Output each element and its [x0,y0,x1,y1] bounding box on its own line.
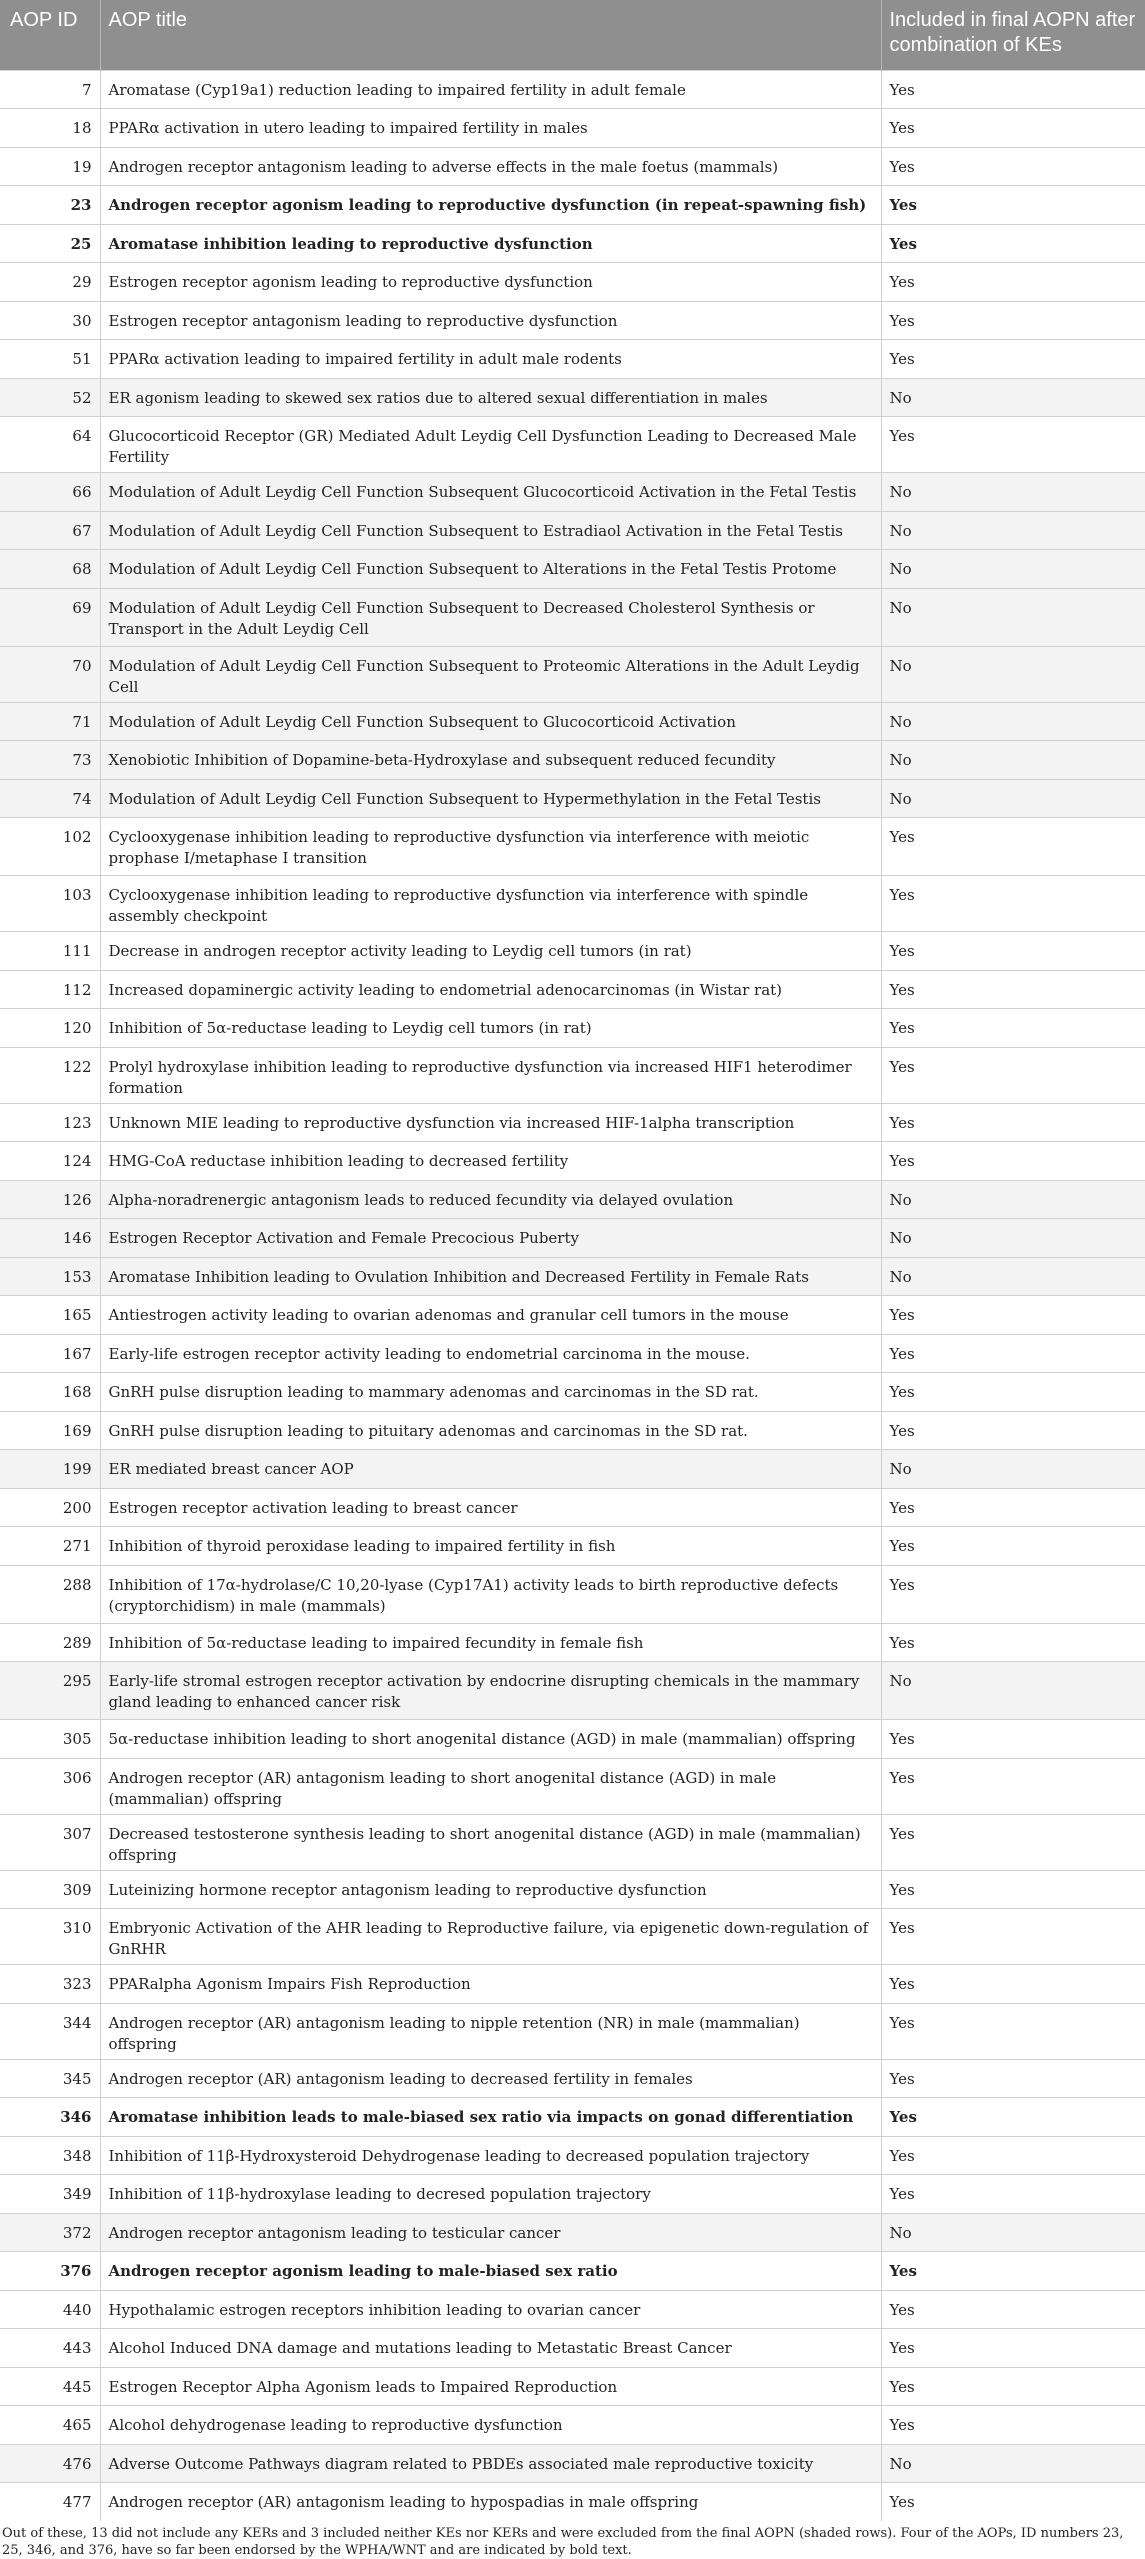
included-cell: Yes [881,2406,1145,2445]
included-cell: Yes [881,1047,1145,1103]
included-cell: Yes [881,263,1145,302]
table-row [0,70,1145,109]
aop-id-cell: 443 [0,2329,100,2368]
aop-title-cell: Estrogen receptor agonism leading to reproductive dysfunction [100,263,881,302]
aop-id-cell: 445 [0,2367,100,2406]
table-row [0,1103,1145,1142]
table-row [0,186,1145,225]
table-row [0,1527,1145,1566]
included-cell: No [881,1662,1145,1720]
aop-id-cell: 165 [0,1296,100,1335]
aop-title-cell: Cyclooxygenase inhibition leading to reproductive dysfunction via interference with meiotic prophase I/metaphase I transition [100,818,881,876]
included-cell: Yes [881,1334,1145,1373]
included-cell: Yes [881,970,1145,1009]
aop-title-cell: Modulation of Adult Leydig Cell Function Subsequent to Glucocorticoid Activation [100,702,881,741]
table-row [0,1450,1145,1489]
included-cell: Yes [881,1814,1145,1870]
aop-id-cell: 103 [0,876,100,932]
aop-id-cell: 307 [0,1814,100,1870]
aop-title-cell: Modulation of Adult Leydig Cell Function Subsequent Glucocorticoid Activation in the Fetal Testis [100,473,881,512]
aop-title-cell: Prolyl hydroxylase inhibition leading to reproductive dysfunction via increased HIF1 heterodimer formation [100,1047,881,1103]
included-cell: Yes [881,2483,1145,2522]
aop-title-cell: Alcohol dehydrogenase leading to reproductive dysfunction [100,2406,881,2445]
table-row [0,2098,1145,2137]
included-cell: Yes [881,70,1145,109]
aop-title-cell: Modulation of Adult Leydig Cell Function Subsequent to Hypermethylation in the Fetal Testis [100,779,881,818]
table-row [0,340,1145,379]
aop-id-cell: 111 [0,932,100,971]
table-row [0,2483,1145,2522]
table-row [0,1180,1145,1219]
aop-title-cell: Aromatase inhibition leads to male-biased sex ratio via impacts on gonad differentiation [100,2098,881,2137]
aop-title-cell: Luteinizing hormone receptor antagonism leading to reproductive dysfunction [100,1870,881,1909]
aop-title-cell: Alcohol Induced DNA damage and mutations leading to Metastatic Breast Cancer [100,2329,881,2368]
table-row [0,970,1145,1009]
aop-id-cell: 122 [0,1047,100,1103]
aop-id-cell: 29 [0,263,100,302]
included-cell: Yes [881,876,1145,932]
aop-title-cell: Inhibition of 11β-Hydroxysteroid Dehydrogenase leading to decreased population trajectory [100,2136,881,2175]
included-cell: No [881,741,1145,780]
included-cell: Yes [881,2252,1145,2291]
aop-title-cell: PPARalpha Agonism Impairs Fish Reproduction [100,1965,881,2004]
included-cell: Yes [881,1623,1145,1662]
aop-title-cell: Unknown MIE leading to reproductive dysfunction via increased HIF-1alpha transcription [100,1103,881,1142]
aop-id-cell: 69 [0,588,100,646]
aop-id-cell: 323 [0,1965,100,2004]
table-row [0,301,1145,340]
included-cell: Yes [881,1009,1145,1048]
table-row [0,1047,1145,1103]
aop-id-cell: 153 [0,1257,100,1296]
aop-id-cell: 345 [0,2059,100,2098]
table-row [0,741,1145,780]
table-row [0,1488,1145,1527]
aop-title-cell: ER agonism leading to skewed sex ratios due to altered sexual differentiation in males [100,378,881,417]
table-row [0,1257,1145,1296]
table-row [0,1334,1145,1373]
aop-title-cell: Androgen receptor (AR) antagonism leading to hypospadias in male offspring [100,2483,881,2522]
aop-title-cell: Inhibition of 5α-reductase leading to Leydig cell tumors (in rat) [100,1009,881,1048]
included-cell: No [881,2213,1145,2252]
aop-id-cell: 18 [0,109,100,148]
table-row [0,1142,1145,1181]
table-body [0,70,1145,2521]
aop-title-cell: Modulation of Adult Leydig Cell Function Subsequent to Proteomic Alterations in the Adult Leydig Cell [100,646,881,702]
aop-title-cell: Aromatase (Cyp19a1) reduction leading to impaired fertility in adult female [100,70,881,109]
aop-title-cell: Androgen receptor agonism leading to reproductive dysfunction (in repeat-spawning fish) [100,186,881,225]
aop-title-cell: Early-life stromal estrogen receptor activation by endocrine disrupting chemicals in the mammary gland leading to enhanced cancer risk [100,1662,881,1720]
included-cell: Yes [881,1373,1145,1412]
aop-id-cell: 306 [0,1758,100,1814]
aop-id-cell: 271 [0,1527,100,1566]
table-row [0,1296,1145,1335]
included-cell: No [881,378,1145,417]
included-cell: Yes [881,1411,1145,1450]
aop-title-cell: Modulation of Adult Leydig Cell Function Subsequent to Estradiaol Activation in the Fetal Testis [100,511,881,550]
table-row [0,1009,1145,1048]
table-row [0,1909,1145,1965]
included-cell: Yes [881,109,1145,148]
included-cell: Yes [881,2059,1145,2098]
table-row [0,417,1145,473]
aop-id-cell: 477 [0,2483,100,2522]
aop-title-cell: Embryonic Activation of the AHR leading to Reproductive failure, via epigenetic down-regulation of GnRHR [100,1909,881,1965]
table-row [0,109,1145,148]
aop-title-cell: PPARα activation leading to impaired fertility in adult male rodents [100,340,881,379]
table-row [0,473,1145,512]
aop-title-cell: Inhibition of 11β-hydroxylase leading to decresed population trajectory [100,2175,881,2214]
included-cell: Yes [881,932,1145,971]
included-cell: No [881,588,1145,646]
aop-id-cell: 19 [0,147,100,186]
included-cell: Yes [881,417,1145,473]
table-row [0,932,1145,971]
aop-id-cell: 112 [0,970,100,1009]
table-row [0,646,1145,702]
table-row [0,876,1145,932]
aop-id-cell: 465 [0,2406,100,2445]
aop-id-cell: 349 [0,2175,100,2214]
aop-title-cell: GnRH pulse disruption leading to mammary adenomas and carcinomas in the SD rat. [100,1373,881,1412]
aop-title-cell: Modulation of Adult Leydig Cell Function Subsequent to Alterations in the Fetal Testis Protome [100,550,881,589]
table-row [0,2290,1145,2329]
aop-title-cell: Antiestrogen activity leading to ovarian adenomas and granular cell tumors in the mouse [100,1296,881,1335]
aop-title-cell: Hypothalamic estrogen receptors inhibition leading to ovarian cancer [100,2290,881,2329]
aop-id-cell: 74 [0,779,100,818]
aop-title-cell: Decreased testosterone synthesis leading to short anogenital distance (AGD) in male (mammalian) offspring [100,1814,881,1870]
included-cell: No [881,779,1145,818]
aop-title-cell: Androgen receptor antagonism leading to testicular cancer [100,2213,881,2252]
table-row [0,1219,1145,1258]
table-header-row [0,0,1145,70]
aop-id-cell: 51 [0,340,100,379]
aop-id-cell: 295 [0,1662,100,1720]
aop-title-cell: Early-life estrogen receptor activity leading to endometrial carcinoma in the mouse. [100,1334,881,1373]
aop-id-cell: 289 [0,1623,100,1662]
table-row [0,702,1145,741]
included-cell: No [881,1219,1145,1258]
included-cell: Yes [881,2098,1145,2137]
aop-id-cell: 71 [0,702,100,741]
included-cell: No [881,473,1145,512]
included-cell: Yes [881,2367,1145,2406]
aop-title-cell: Androgen receptor (AR) antagonism leading to decreased fertility in females [100,2059,881,2098]
aop-id-cell: 310 [0,1909,100,1965]
included-cell: No [881,702,1145,741]
included-cell: Yes [881,1758,1145,1814]
included-cell: Yes [881,147,1145,186]
included-cell: Yes [881,1527,1145,1566]
aop-id-cell: 123 [0,1103,100,1142]
included-cell: No [881,550,1145,589]
included-cell: Yes [881,818,1145,876]
table-row [0,2329,1145,2368]
included-cell: Yes [881,1965,1145,2004]
table-row [0,1720,1145,1759]
included-cell: No [881,2444,1145,2483]
included-cell: Yes [881,1296,1145,1335]
aop-title-cell: ER mediated breast cancer AOP [100,1450,881,1489]
table-row [0,2059,1145,2098]
aop-title-cell: Aromatase Inhibition leading to Ovulation Inhibition and Decreased Fertility in Female Rats [100,1257,881,1296]
aop-id-cell: 30 [0,301,100,340]
aop-title-cell: Estrogen receptor antagonism leading to reproductive dysfunction [100,301,881,340]
aop-id-cell: 120 [0,1009,100,1048]
included-cell: Yes [881,1142,1145,1181]
aop-id-cell: 372 [0,2213,100,2252]
aop-id-cell: 169 [0,1411,100,1450]
aop-id-cell: 346 [0,2098,100,2137]
table-row [0,2175,1145,2214]
aop-id-cell: 25 [0,224,100,263]
aop-title-cell: Estrogen Receptor Alpha Agonism leads to Impaired Reproduction [100,2367,881,2406]
aop-id-cell: 124 [0,1142,100,1181]
aop-title-cell: Adverse Outcome Pathways diagram related to PBDEs associated male reproductive toxicity [100,2444,881,2483]
aop-id-cell: 476 [0,2444,100,2483]
aop-id-cell: 440 [0,2290,100,2329]
aop-id-cell: 167 [0,1334,100,1373]
table-row [0,511,1145,550]
included-cell: Yes [881,186,1145,225]
aop-title-cell: Androgen receptor (AR) antagonism leading to nipple retention (NR) in male (mammalian) offspring [100,2003,881,2059]
aop-title-cell: Xenobiotic Inhibition of Dopamine-beta-Hydroxylase and subsequent reduced fecundity [100,741,881,780]
table-row [0,2406,1145,2445]
included-cell: No [881,1257,1145,1296]
aop-id-cell: 348 [0,2136,100,2175]
aop-title-cell: Estrogen receptor activation leading to breast cancer [100,1488,881,1527]
table-row [0,1373,1145,1412]
included-cell: Yes [881,1565,1145,1623]
aop-title-cell: GnRH pulse disruption leading to pituitary adenomas and carcinomas in the SD rat. [100,1411,881,1450]
aop-id-cell: 68 [0,550,100,589]
table-row [0,779,1145,818]
aop-title-cell: Inhibition of thyroid peroxidase leading to impaired fertility in fish [100,1527,881,1566]
aop-title-cell: Cyclooxygenase inhibition leading to reproductive dysfunction via interference with spindle assembly checkpoint [100,876,881,932]
aop-id-cell: 66 [0,473,100,512]
table-row [0,818,1145,876]
header-included: Included in final AOPN after combination of KEs [881,0,1145,70]
aop-id-cell: 64 [0,417,100,473]
aop-id-cell: 344 [0,2003,100,2059]
aop-id-cell: 23 [0,186,100,225]
included-cell: Yes [881,2136,1145,2175]
aop-title-cell: Inhibition of 17α-hydrolase/C 10,20-lyase (Cyp17A1) activity leads to birth reproductive defects (cryptorchidism) in male (mammals) [100,1565,881,1623]
table-row [0,1870,1145,1909]
table-row [0,550,1145,589]
included-cell: No [881,1180,1145,1219]
included-cell: Yes [881,1488,1145,1527]
aop-title-cell: Aromatase inhibition leading to reproductive dysfunction [100,224,881,263]
aop-id-cell: 70 [0,646,100,702]
included-cell: Yes [881,2175,1145,2214]
aop-title-cell: Androgen receptor (AR) antagonism leading to short anogenital distance (AGD) in male (mammalian) offspring [100,1758,881,1814]
included-cell: Yes [881,2003,1145,2059]
included-cell: Yes [881,224,1145,263]
aop-title-cell: Decrease in androgen receptor activity leading to Leydig cell tumors (in rat) [100,932,881,971]
aop-id-cell: 7 [0,70,100,109]
table-row [0,2136,1145,2175]
aop-id-cell: 52 [0,378,100,417]
aop-title-cell: 5α-reductase inhibition leading to short anogenital distance (AGD) in male (mammalian) offspring [100,1720,881,1759]
included-cell: Yes [881,1103,1145,1142]
header-aop-id: AOP ID [0,0,100,70]
table-row [0,2252,1145,2291]
aop-title-cell: Glucocorticoid Receptor (GR) Mediated Adult Leydig Cell Dysfunction Leading to Decreased Male Fertility [100,417,881,473]
aop-id-cell: 146 [0,1219,100,1258]
included-cell: Yes [881,2290,1145,2329]
table-row [0,1814,1145,1870]
aop-id-cell: 168 [0,1373,100,1412]
aop-title-cell: Inhibition of 5α-reductase leading to impaired fecundity in female fish [100,1623,881,1662]
aop-title-cell: Androgen receptor agonism leading to male-biased sex ratio [100,2252,881,2291]
aop-id-cell: 102 [0,818,100,876]
aop-title-cell: Increased dopaminergic activity leading to endometrial adenocarcinomas (in Wistar rat) [100,970,881,1009]
table-row [0,263,1145,302]
table-row [0,1758,1145,1814]
table-row [0,2213,1145,2252]
included-cell: No [881,1450,1145,1489]
table-row [0,2367,1145,2406]
aop-id-cell: 305 [0,1720,100,1759]
table-row [0,1623,1145,1662]
table-row [0,147,1145,186]
aop-id-cell: 73 [0,741,100,780]
aop-id-cell: 288 [0,1565,100,1623]
header-aop-title: AOP title [100,0,881,70]
aop-title-cell: Alpha-noradrenergic antagonism leads to reduced fecundity via delayed ovulation [100,1180,881,1219]
table-row [0,1662,1145,1720]
aop-id-cell: 376 [0,2252,100,2291]
aop-title-cell: HMG-CoA reductase inhibition leading to decreased fertility [100,1142,881,1181]
included-cell: No [881,511,1145,550]
table-row [0,224,1145,263]
table-row [0,2003,1145,2059]
aop-id-cell: 126 [0,1180,100,1219]
table-row [0,1411,1145,1450]
aop-id-cell: 309 [0,1870,100,1909]
aop-title-cell: Modulation of Adult Leydig Cell Function Subsequent to Decreased Cholesterol Synthesis or Transport in the Adult Leydig Cell [100,588,881,646]
included-cell: Yes [881,2329,1145,2368]
included-cell: Yes [881,1909,1145,1965]
included-cell: Yes [881,1720,1145,1759]
included-cell: Yes [881,1870,1145,1909]
table-row [0,378,1145,417]
table-row [0,588,1145,646]
aop-id-cell: 67 [0,511,100,550]
included-cell: Yes [881,301,1145,340]
aop-id-cell: 200 [0,1488,100,1527]
table-row [0,1565,1145,1623]
aop-id-cell: 199 [0,1450,100,1489]
included-cell: Yes [881,340,1145,379]
table-row [0,1965,1145,2004]
aop-title-cell: Estrogen Receptor Activation and Female Precocious Puberty [100,1219,881,1258]
aop-title-cell: PPARα activation in utero leading to impaired fertility in males [100,109,881,148]
included-cell: No [881,646,1145,702]
table-footnote: Out of these, 13 did not include any KERs and 3 included neither KEs nor KERs and were excluded from the final AOPN (shaded rows). Four of the AOPs, ID numbers 23, 25, 346, and 376, have so far been endorsed by the WPHA/WNT and are indicated by bold text. [2,2526,1124,2558]
aop-title-cell: Androgen receptor antagonism leading to adverse effects in the male foetus (mammals) [100,147,881,186]
table-row [0,2444,1145,2483]
